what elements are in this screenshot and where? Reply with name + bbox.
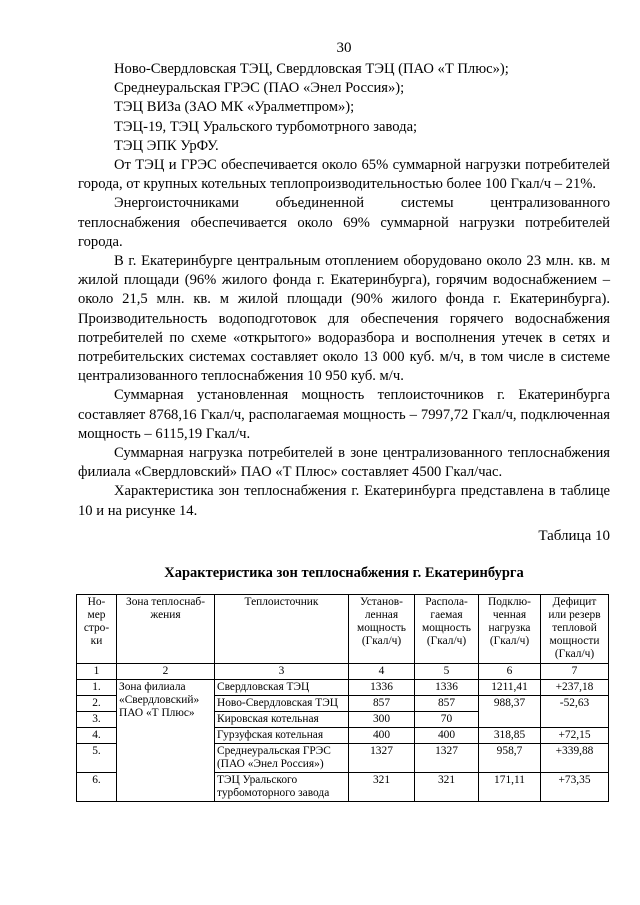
connected-cell: 318,85 <box>479 728 541 744</box>
source-cell: Кировская котельная <box>215 712 349 728</box>
available-cell: 70 <box>415 712 479 728</box>
paragraph: Суммарная установленная мощность теплоисточников г. Екатеринбурга составляет 8768,16 Гкал/ч, располагаемая мощность – 7997,72 Гкал/ч, подключенная мощность – 6115,19 Гкал/ч. <box>78 387 610 442</box>
available-cell: 1327 <box>415 744 479 773</box>
installed-cell: 400 <box>349 728 415 744</box>
column-number: 3 <box>215 664 349 680</box>
column-number: 2 <box>117 664 215 680</box>
installed-cell: 1336 <box>349 680 415 696</box>
row-number: 2. <box>77 696 117 712</box>
paragraph: От ТЭЦ и ГРЭС обеспечивается около 65% суммарной нагрузки потребителей города, от крупных котельных теплопроизводительностью более 100 Гкал/ч – 21%. <box>78 157 610 193</box>
header-cell: Подклю-ченная нагрузка (Гкал/ч) <box>479 595 541 664</box>
connected-cell: 1211,41 <box>479 680 541 696</box>
balance-cell: +237,18 <box>541 680 609 696</box>
header-cell: Распола-гаемая мощность (Гкал/ч) <box>415 595 479 664</box>
paragraph: Среднеуральская ГРЭС (ПАО «Энел Россия»); <box>114 80 405 97</box>
column-number: 7 <box>541 664 609 680</box>
source-cell: Ново-Свердловская ТЭЦ <box>215 696 349 712</box>
row-number: 4. <box>77 728 117 744</box>
balance-cell: +339,88 <box>541 744 609 773</box>
paragraph: ТЭЦ ВИЗа (ЗАО МК «Уралметпром»); <box>114 99 355 116</box>
installed-cell: 321 <box>349 773 415 802</box>
connected-cell: 988,37 <box>479 696 541 728</box>
header-cell: Дефицит или резерв тепловой мощности (Гкал/ч) <box>541 595 609 664</box>
balance-cell: +72,15 <box>541 728 609 744</box>
connected-cell: 171,11 <box>479 773 541 802</box>
header-cell: Теплоисточник <box>215 595 349 664</box>
column-number: 4 <box>349 664 415 680</box>
source-cell: ТЭЦ Уральского турбомоторного завода <box>215 773 349 802</box>
source-cell: Свердловская ТЭЦ <box>215 680 349 696</box>
available-cell: 1336 <box>415 680 479 696</box>
paragraph: Суммарная нагрузка потребителей в зоне централизованного теплоснабжения филиала «Свердловский» ПАО «Т Плюс» составляет 4500 Гкал/час. <box>78 445 610 481</box>
paragraph: Энергоисточниками объединенной системы централизованного теплоснабжения обеспечивается около 69% суммарной нагрузки потребителей города. <box>78 195 610 250</box>
paragraph: ТЭЦ-19, ТЭЦ Уральского турбомотрного завода; <box>114 118 418 135</box>
connected-cell: 958,7 <box>479 744 541 773</box>
table-row <box>77 680 609 696</box>
column-number-row <box>77 664 609 680</box>
header-cell: Но-мер стро-ки <box>77 595 117 664</box>
column-number: 6 <box>479 664 541 680</box>
column-number: 5 <box>415 664 479 680</box>
row-number: 6. <box>77 773 117 802</box>
installed-cell: 1327 <box>349 744 415 773</box>
heat-supply-zones-table <box>76 594 609 802</box>
row-number: 1. <box>77 680 117 696</box>
table-caption: Таблица 10 <box>538 528 610 544</box>
paragraph: ТЭЦ ЭПК УрФУ. <box>114 137 219 154</box>
balance-cell: -52,63 <box>541 696 609 728</box>
table-title: Характеристика зон теплоснабжения г. Екатеринбурга <box>164 565 524 581</box>
body-text <box>78 60 610 521</box>
row-number: 5. <box>77 744 117 773</box>
paragraph: Ново-Свердловская ТЭЦ, Свердловская ТЭЦ (ПАО «Т Плюс»); <box>114 61 509 77</box>
header-cell: Зона теплоснаб-жения <box>117 595 215 664</box>
zone-cell: Зона филиала «Свердловский» ПАО «Т Плюс» <box>117 680 215 802</box>
row-number: 3. <box>77 712 117 728</box>
page-number: 30 <box>336 40 352 56</box>
installed-cell: 857 <box>349 696 415 712</box>
available-cell: 321 <box>415 773 479 802</box>
installed-cell: 300 <box>349 712 415 728</box>
table-header-row <box>77 595 609 664</box>
source-cell: Среднеуральская ГРЭС (ПАО «Энел Россия») <box>215 744 349 773</box>
paragraph: Характеристика зон теплоснабжения г. Екатеринбурга представлена в таблице 10 и на рисунке 14. <box>78 483 610 519</box>
paragraph: В г. Екатеринбурге центральным отоплением оборудовано около 23 млн. кв. м жилой площади (96% жилого фонда г. Екатеринбурга), горячим водоснабжением – около 21,5 млн. кв. м жилой площади (90% жилого фонда г. Екатеринбурга). Производительность водоподготовок для обеспечения горячего водоснабжения потребителей по схеме «открытого» водоразбора и восполнения утечек в сетях и потребительских системах составляет около 13 000 куб. м/ч, в том числе в системе централизованного теплоснабжения 10 950 куб. м/ч. <box>78 253 610 385</box>
source-cell: Гурзуфская котельная <box>215 728 349 744</box>
balance-cell: +73,35 <box>541 773 609 802</box>
available-cell: 400 <box>415 728 479 744</box>
available-cell: 857 <box>415 696 479 712</box>
header-cell: Установ-ленная мощность (Гкал/ч) <box>349 595 415 664</box>
column-number: 1 <box>77 664 117 680</box>
